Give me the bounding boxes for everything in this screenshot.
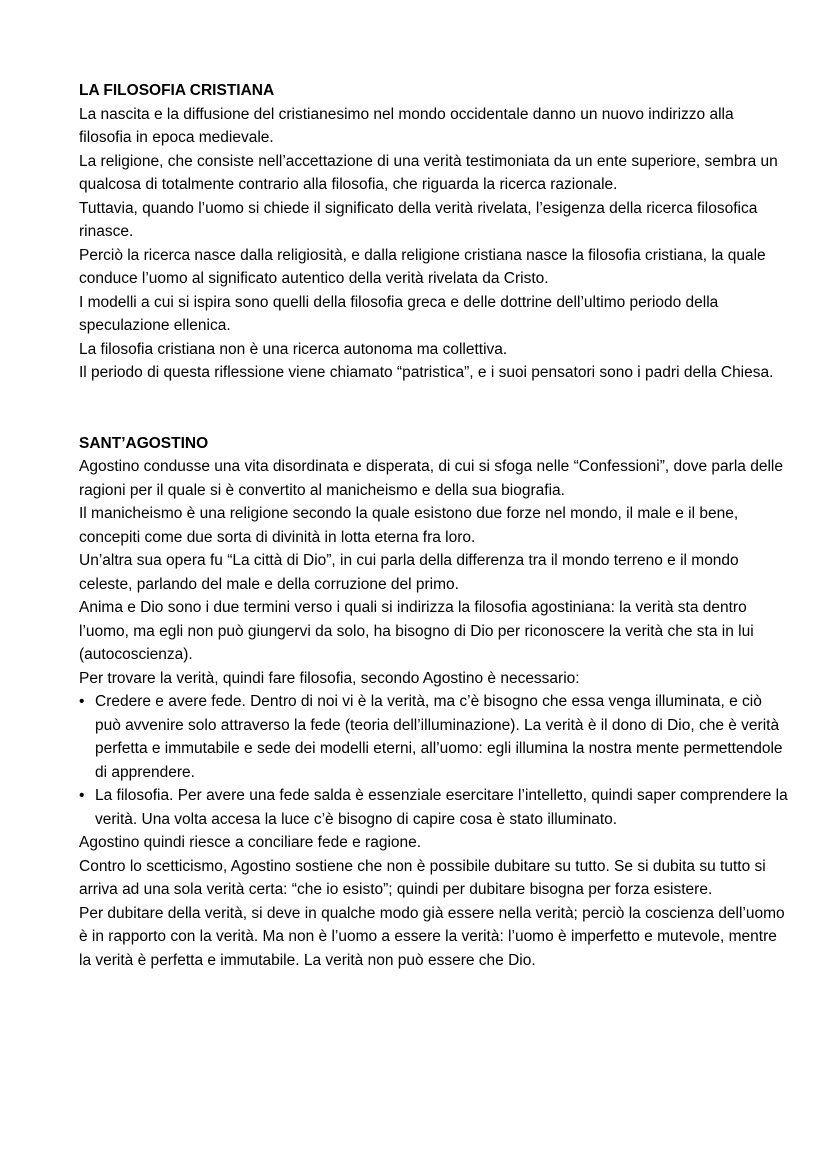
paragraph: Anima e Dio sono i due termini verso i quali si indirizza la filosofia agostiniana: la verità sta dentro l’uomo, ma egli non può giungervi da solo, ha bisogno di Dio per riconoscere la verità che sta in lui (autocoscienza).	[79, 599, 754, 663]
paragraph: Un’altra sua opera fu “La città di Dio”, in cui parla della differenza tra il mondo terreno e il mondo celeste, parlando del male e della corruzione del primo.	[79, 552, 739, 593]
bullet-list	[79, 690, 788, 831]
list-item	[79, 690, 788, 784]
paragraph: Il manicheismo è una religione secondo la quale esistono due forze nel mondo, il male e il bene, concepiti come due sorta di divinità in lotta eterna fra loro.	[79, 505, 739, 546]
paragraph: La nascita e la diffusione del cristianesimo nel mondo occidentale danno un nuovo indirizzo alla filosofia in epoca medievale.	[79, 105, 734, 146]
section-title-sant-agostino: SANT’AGOSTINO	[79, 434, 209, 452]
list-item-text: Credere e avere fede. Dentro di noi vi è la verità, ma c’è bisogno che essa venga illuminata, e ciò può avvenire solo attraverso la fede (teoria dell’illuminazione). La verità è il dono di Dio, che è verità perfetta e immutabile e sede dei modelli eterni, all’uomo: egli illumina la nostra mente permettendole di apprendere.	[95, 693, 783, 781]
list-item-text: La filosofia. Per avere una fede salda è essenziale esercitare l’intelletto, quindi saper comprendere la verità. Una volta accesa la luce c’è bisogno di capire cosa è stato illuminato.	[95, 787, 788, 828]
list-item	[79, 784, 788, 831]
paragraph: Agostino condusse una vita disordinata e disperata, di cui si sfoga nelle “Confessioni”, dove parla delle ragioni per il quale si è convertito al manicheismo e della sua biografia.	[79, 458, 783, 499]
paragraph: Perciò la ricerca nasce dalla religiosità, e dalla religione cristiana nasce la filosofia cristiana, la quale conduce l’uomo al significato autentico della verità rivelata da Cristo.	[79, 246, 766, 287]
paragraph: Per dubitare della verità, si deve in qualche modo già essere nella verità; perciò la coscienza dell’uomo è in rapporto con la verità. Ma non è l’uomo a essere la verità: l’uomo è imperfetto e mutevole, mentre la verità è perfetta e immutabile. La verità non può essere che Dio.	[79, 904, 785, 969]
paragraph: La religione, che consiste nell’accettazione di una verità testimoniata da un ente superiore, sembra un qualcosa di totalmente contrario alla filosofia, che riguarda la ricerca razionale.	[79, 152, 778, 193]
bullet-icon: •	[79, 693, 85, 710]
paragraph: Per trovare la verità, quindi fare filosofia, secondo Agostino è necessario:	[79, 669, 580, 687]
paragraph: Agostino quindi riesce a conciliare fede e ragione.	[79, 834, 422, 851]
section-spacer	[79, 408, 788, 432]
paragraph: Contro lo scetticismo, Agostino sostiene che non è possibile dubitare su tutto. Se si dubita su tutto si arriva ad una sola verità certa: “che io esisto”; quindi per dubitare bisogna per forza esistere.	[79, 857, 766, 898]
section-spacer	[79, 385, 788, 409]
paragraph: I modelli a cui si ispira sono quelli della filosofia greca e delle dottrine dell’ultimo periodo della speculazione ellenica.	[79, 293, 719, 334]
paragraph: Il periodo di questa riflessione viene chiamato “patristica”, e i suoi pensatori sono i padri della Chiesa.	[79, 364, 774, 381]
paragraph: Tuttavia, quando l’uomo si chiede il significato della verità rivelata, l’esigenza della ricerca filosofica rinasce.	[79, 199, 758, 240]
bullet-icon: •	[79, 787, 85, 804]
section-title-filosofia-cristiana: LA FILOSOFIA CRISTIANA	[79, 82, 275, 99]
paragraph: La filosofia cristiana non è una ricerca autonoma ma collettiva.	[79, 340, 508, 358]
